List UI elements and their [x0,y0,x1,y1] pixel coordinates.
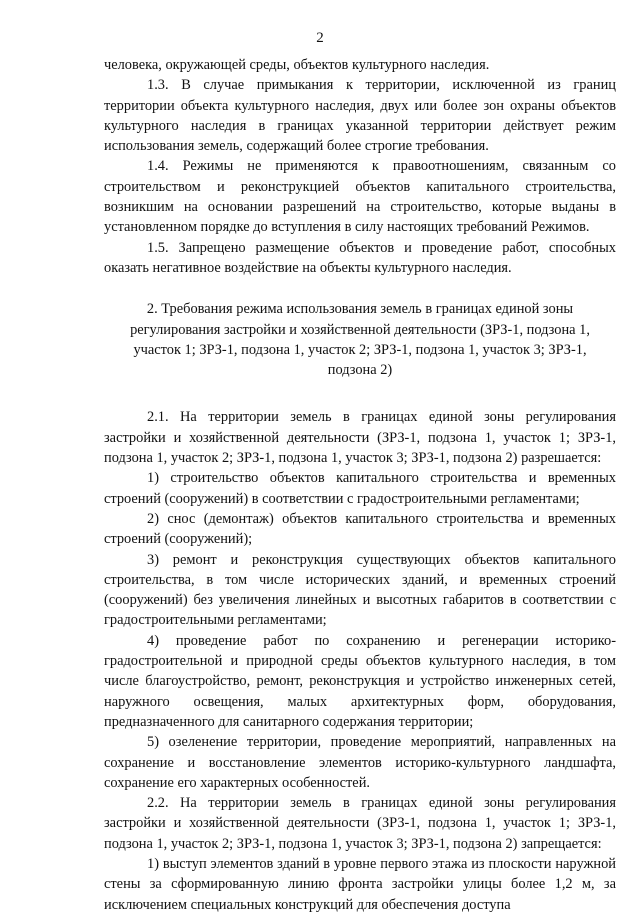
paragraph-continuation: человека, окружающей среды, объектов культурного наследия. [104,57,490,73]
list-item: 4) проведение работ по сохранению и регенерации историко-градостроительной и природной среды объектов культурного наследия, в том числе благоустройство, ремонт, реконструкция и устройство инженерных сетей, наружного освещения, малых архитектурных форм, оборудования, предназначенного для санитарного содержания территории; [104,632,616,730]
paragraph-2-1: 2.1. На территории земель в границах единой зоны регулирования застройки и хозяйственной деятельности (ЗРЗ-1, подзона 1, участок 1; ЗРЗ-1, подзона 1, участок 2; ЗРЗ-1, подзона 1, участок 3; ЗРЗ-1, подзона 2) разрешается: [104,409,616,467]
list-item: 2) снос (демонтаж) объектов капитального строительства и временных строений (сооружений); [104,510,616,548]
list-item: 5) озеленение территории, проведение мероприятий, направленных на сохранение и восстановление элементов историко-культурного ландшафта, сохранение его характерных особенностей. [104,734,616,791]
section-2-heading: 2. Требования режима использования земель в границах единой зоны регулирования застройки и хозяйственной деятельности (ЗРЗ-1, подзона 1, участок 1; ЗРЗ-1, подзона 1, участок 2; ЗРЗ-1, подзона 1, участок 3; ЗРЗ-1, подзона 2) [130,301,590,379]
document-body [104,55,616,915]
list-item: 1) строительство объектов капитального строительства и временных строений (сооружений) в соответствии с градостроительными регламентами; [104,470,616,507]
paragraph-1-5: 1.5. Запрещено размещение объектов и проведение работ, способных оказать негативное воздействие на объекты культурного наследия. [104,239,616,276]
list-item: 1) выступ элементов зданий в уровне первого этажа из плоскости наружной стены за сформированную линию фронта застройки улицы более 1,2 м, за исключением специальных конструкций для обеспечения доступа [104,855,616,913]
paragraph-1-3: 1.3. В случае примыкания к территории, исключенной из границ территории объекта культурного наследия, двух или более зон охраны объектов культурного наследия в границах указанной территории действует режим использования земель, содержащий более строгие требования. [104,77,616,155]
paragraph-1-4: 1.4. Режимы не применяются к правоотношениям, связанным со строительством и реконструкцией объектов капитального строительства, возникшим на основании разрешений на строительство, которые выданы в установленном порядке до вступления в силу настоящих требований Режимов. [104,158,616,236]
paragraph-2-2: 2.2. На территории земель в границах единой зоны регулирования застройки и хозяйственной деятельности (ЗРЗ-1, подзона 1, участок 1; ЗРЗ-1, подзона 1, участок 2; ЗРЗ-1, подзона 1, участок 3; ЗРЗ-1, подзона 2) запрещается: [104,795,616,852]
page-number: 2 [316,30,324,46]
list-item: 3) ремонт и реконструкция существующих объектов капитального строительства, в том числе исторических зданий, и временных строений (сооружений) без увеличения линейных и высотных габаритов в соответствии с градостроительными регламентами; [104,551,616,629]
